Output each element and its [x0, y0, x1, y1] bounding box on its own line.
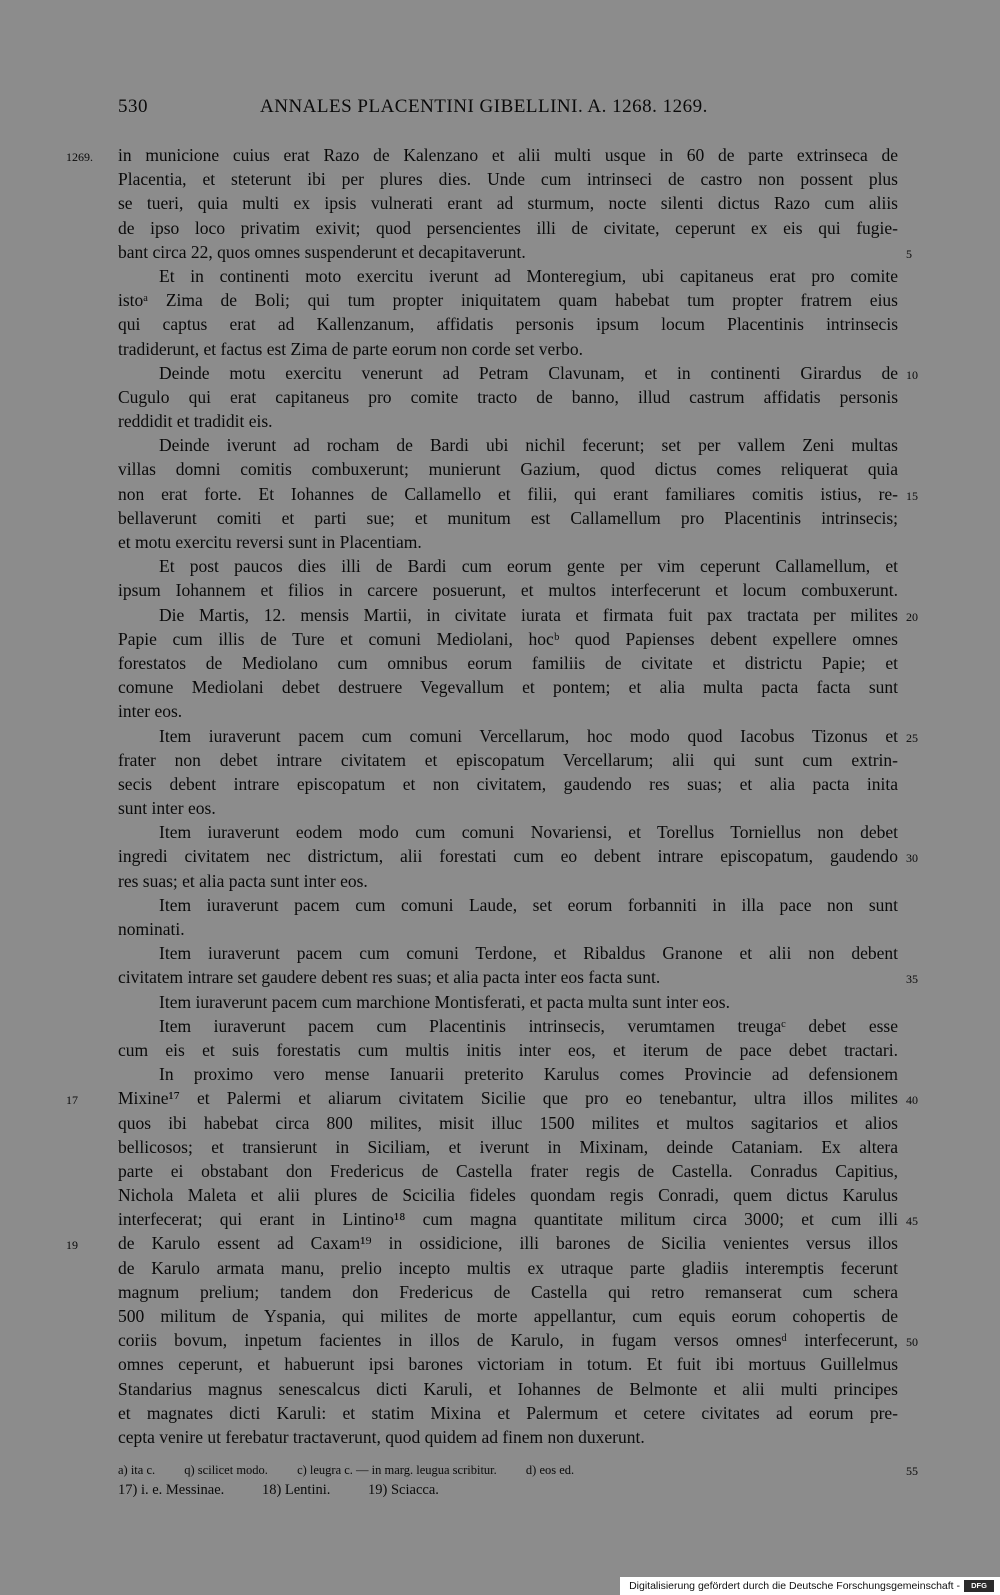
line-text: et motu exercitu reversi sunt in Placentiam. — [118, 532, 422, 552]
text-line — [118, 1328, 918, 1352]
line-text: Placentia, et steterunt ibi per plures dies. Unde cum intrinseci de castro non possent plus — [118, 169, 898, 190]
line-number: 5 — [906, 246, 912, 261]
line-text: cum eis et suis forestatis cum multis initis inter eos, et iterum de pace debet tractari. — [118, 1039, 898, 1060]
margin-note-marker: 17 — [66, 1093, 78, 1108]
line-text: bellicosos; et transierunt in Siciliam, et iverunt in Mixinam, deinde Cataniam. Ex altera — [118, 1136, 898, 1157]
line-number: 55 — [906, 1464, 918, 1478]
line-text: istoᵃ Zima de Boli; qui tum propter iniquitatem quam habebat tum propter fratrem eius — [118, 290, 898, 311]
text-line — [118, 337, 898, 361]
line-text: comune Mediolani debet destruere Vegevallum et pontem; et alia multa pacta facta sunt — [118, 677, 898, 698]
line-text: sunt inter eos. — [118, 798, 216, 819]
text-line — [118, 1183, 898, 1207]
text-line — [118, 554, 898, 578]
text-line — [66, 1231, 898, 1255]
text-line — [118, 893, 898, 917]
line-text: frater non debet intrare civitatem et episcopatum Vercellarum; alii qui sunt cum extrin- — [118, 749, 898, 770]
text-line — [118, 1038, 898, 1062]
text-line — [118, 433, 898, 457]
line-text: res suas; et alia pacta sunt inter eos. — [118, 870, 368, 891]
line-text: Die Martis, 12. mensis Martii, in civitate iurata et firmata fuit pax tractata per milites — [159, 604, 898, 625]
footnote: 17) i. e. Messinae. — [118, 1482, 225, 1498]
line-text: Item iuraverunt pacem cum comuni Laude, set eorum forbanniti in illa pace non sunt — [159, 894, 898, 915]
line-text: forestatos de Mediolano cum omnibus eorum familiis de civitate et districtu Papie; et — [118, 652, 898, 673]
line-text: bant circa 22, quos omnes suspenderunt et decapitaverunt. — [118, 241, 526, 262]
text-line — [118, 603, 918, 627]
text-line — [118, 1159, 898, 1183]
text-line — [118, 772, 898, 796]
text-line — [118, 1377, 898, 1401]
line-text: Item iuraverunt pacem cum marchione Montisferati, et pacta multa sunt inter eos. — [159, 991, 730, 1012]
running-title: ANNALES PLACENTINI GIBELLINI. A. 1268. 1269. — [260, 96, 708, 117]
year-marker: 1269. — [66, 150, 93, 164]
text-line — [118, 1256, 898, 1280]
text-line — [118, 1280, 898, 1304]
text-line — [118, 1352, 898, 1376]
line-text: qui captus erat ad Kallenzanum, affidatis personis ipsum locum Placentinis intrinsecis — [118, 314, 898, 335]
text-line — [66, 1086, 918, 1110]
line-text: de Karulo armata manu, prelio incepto multis ex utraque parte gladiis interemptis fecerunt — [118, 1257, 898, 1278]
line-number: 15 — [906, 488, 918, 503]
text-line — [118, 941, 898, 965]
text-line — [118, 530, 898, 554]
line-text: villas domni comitis combuxerunt; munierunt Gazium, quod dictus comes reliquerat quia — [118, 459, 898, 480]
line-text: Deinde motu exercitu venerunt ad Petram Clavunam, et in continenti Girardus de — [159, 362, 898, 383]
footnote: d) eos ed. — [525, 1463, 575, 1477]
line-text: coriis bovum, inpetum facientes in illos de Karulo, in fugam versos omnesᵈ interfecerunt, — [118, 1330, 898, 1351]
text-line — [118, 1014, 898, 1038]
line-text: nominati. — [118, 919, 185, 939]
line-text: in municione cuius erat Razo de Kalenzano et alii multi usque in 60 de parte extrinseca de — [118, 145, 898, 165]
line-text: quos ibi habebat circa 800 milites, misit illuc 1500 milites et multos sagitarios et alios — [118, 1112, 898, 1133]
text-line — [118, 264, 898, 288]
text-line — [118, 675, 898, 699]
text-line — [118, 385, 898, 409]
text-line — [118, 796, 898, 820]
text-line — [118, 578, 898, 602]
line-text: de Karulo essent ad Caxam¹⁹ in ossidicione, illi barones de Sicilia venientes versus illos — [118, 1233, 898, 1254]
footnote: 18) Lentini. — [261, 1482, 331, 1498]
line-text: Et in continenti moto exercitu iverunt ad Monteregium, ubi capitaneus erat pro comite — [159, 265, 898, 286]
text-line — [118, 820, 898, 844]
text-line — [118, 1401, 898, 1425]
line-number: 35 — [906, 972, 918, 987]
line-text: Mixine¹⁷ et Palermi et aliarum civitatem Sicilie que pro eo tenebantur, ultra illos milites — [118, 1088, 898, 1109]
line-text: non erat forte. Et Iohannes de Callamello et filii, qui erant familiares comitis istius, re- — [118, 483, 898, 504]
text-line — [118, 1135, 898, 1159]
line-text: In proximo vero mense Ianuarii preterito Karulus comes Provincie ad defensionem — [159, 1064, 898, 1085]
text-line — [118, 1425, 898, 1449]
text-line — [118, 869, 898, 893]
line-text: Nichola Maleta et alii plures de Scicilia fideles quondam regis Conradi, quem dictus Karulus — [118, 1185, 898, 1206]
text-line — [118, 506, 898, 530]
line-text: Cugulo qui erat capitaneus pro comite tracto de banno, illud castrum affidatis personis — [118, 386, 898, 407]
text-line — [118, 216, 898, 240]
text-line — [118, 167, 898, 191]
text-line — [118, 457, 898, 481]
line-text: tradiderunt, et factus est Zima de parte eorum non corde set verbo. — [118, 338, 584, 359]
line-text: Item iuraverunt pacem cum comuni Vercellarum, hoc modo quod Iacobus Tizonus et — [159, 725, 898, 746]
line-text: interfecerat; qui erant in Lintino¹⁸ cum magna quantitate militum circa 3000; et cum illi — [118, 1209, 898, 1230]
line-text: secis debent intrare episcopatum et non civitatem, gaudendo res suas; et alia pacta inita — [118, 773, 898, 794]
line-text: magnum prelium; tandem don Fredericus de Castella qui retro remanserat cum schera — [118, 1281, 898, 1302]
line-number: 25 — [906, 730, 918, 745]
line-text: Item iuraverunt pacem cum Placentinis intrinsecis, verumtamen treugaᶜ debet esse — [159, 1015, 898, 1036]
text-line — [118, 699, 898, 723]
line-text: Papie cum illis de Ture et comuni Mediolani, hocᵇ quod Papienses debent expellere omnes — [118, 628, 898, 649]
dfg-logo-icon: DFG — [964, 1580, 994, 1592]
line-text: Standarius magnus senescalcus dicti Karuli, et Iohannes de Belmonte et alii multi principes — [118, 1378, 898, 1399]
line-text: Item iuraverunt eodem modo cum comuni Novariensi, et Torellus Torniellus non debet — [159, 822, 898, 843]
text-line — [118, 844, 918, 868]
line-number: 10 — [906, 367, 918, 382]
line-text: ipsum Iohannem et filios in carcere posuerunt, et multos interfecerunt et locum combuxerunt. — [118, 580, 898, 601]
funding-credit-bar — [620, 1577, 1000, 1595]
page-number: 530 — [118, 96, 148, 117]
line-text: civitatem intrare set gaudere debent res suas; et alia pacta inter eos facta sunt. — [118, 967, 661, 988]
text-line — [118, 990, 898, 1014]
text-line — [118, 482, 918, 506]
line-text: et magnates dicti Karuli: et statim Mixina et Palermum et cetere civitates ad eorum pre- — [118, 1402, 898, 1423]
text-line — [118, 1304, 898, 1328]
main-text — [66, 143, 918, 1449]
text-line — [118, 1207, 918, 1231]
text-line — [118, 361, 918, 385]
line-text: cepta venire ut ferebatur tractaverunt, quod quidem ad finem non duxerunt. — [118, 1426, 645, 1447]
line-text: se tueri, quia multi ex ipsis vulnerati erant ad sturmum, nocte silenti dictus Razo cum aliis — [118, 193, 898, 214]
text-line — [118, 312, 898, 336]
text-line — [118, 724, 918, 748]
text-line — [118, 965, 918, 989]
text-line — [118, 651, 898, 675]
text-line — [118, 1111, 898, 1135]
text-line — [118, 1062, 898, 1086]
text-line — [118, 288, 898, 312]
line-number: 40 — [906, 1093, 918, 1108]
line-text: inter eos. — [118, 701, 183, 722]
line-text: omnes ceperunt, et habuerunt ipsi barones victoriam in totum. Et fuit ibi mortuus Guillelmus — [118, 1354, 898, 1375]
margin-note-marker: 19 — [66, 1238, 78, 1253]
footnote: c) leugra c. — in marg. leugua scribitur. — [297, 1463, 497, 1477]
line-number: 45 — [906, 1214, 918, 1229]
line-text: bellaverunt comiti et parti sue; et munitum est Callamellum pro Placentinis intrinsecis; — [118, 507, 898, 528]
footnote: a) ita c. — [118, 1463, 156, 1477]
text-line — [66, 143, 898, 167]
text-line — [118, 627, 898, 651]
text-line — [118, 409, 898, 433]
line-text: parte ei obstabant don Fredericus de Castella frater regis de Castella. Conradus Capitius, — [118, 1160, 898, 1181]
line-text: Item iuraverunt pacem cum comuni Terdone, et Ribaldus Granone et alii non debent — [159, 943, 898, 964]
text-line — [118, 191, 898, 215]
line-text: Et post paucos dies illi de Bardi cum eorum gente per vim ceperunt Callamellum, et — [159, 556, 898, 577]
line-text: 500 militum de Yspania, qui milites de morte appellantur, cum equis eorum cohopertis de — [118, 1306, 898, 1326]
line-number: 30 — [906, 851, 918, 866]
line-number: 20 — [906, 609, 918, 624]
line-text: ingredi civitatem nec districtum, alii forestati cum eo debent intrare episcopatum, gaudendo — [118, 846, 898, 867]
line-text: de ipso loco privatim exivit; quod persencientes illi de civitate, ceperunt ex eis qui fugie- — [118, 217, 898, 238]
critical-apparatus — [118, 1462, 918, 1480]
credit-text: Digitalisierung gefördert durch die Deutsche Forschungsgemeinschaft - — [629, 1580, 960, 1592]
text-line — [118, 240, 912, 264]
line-number: 50 — [906, 1335, 918, 1350]
line-text: reddidit et tradidit eis. — [118, 411, 273, 432]
commentary-notes — [118, 1482, 473, 1499]
footnote: 19) Sciacca. — [368, 1482, 439, 1498]
text-line — [118, 748, 898, 772]
footnote: q) scilicet modo. — [184, 1463, 268, 1477]
text-line — [118, 917, 898, 941]
line-text: Deinde iverunt ad rocham de Bardi ubi nichil fecerunt; set per vallem Zeni multas — [159, 435, 898, 456]
